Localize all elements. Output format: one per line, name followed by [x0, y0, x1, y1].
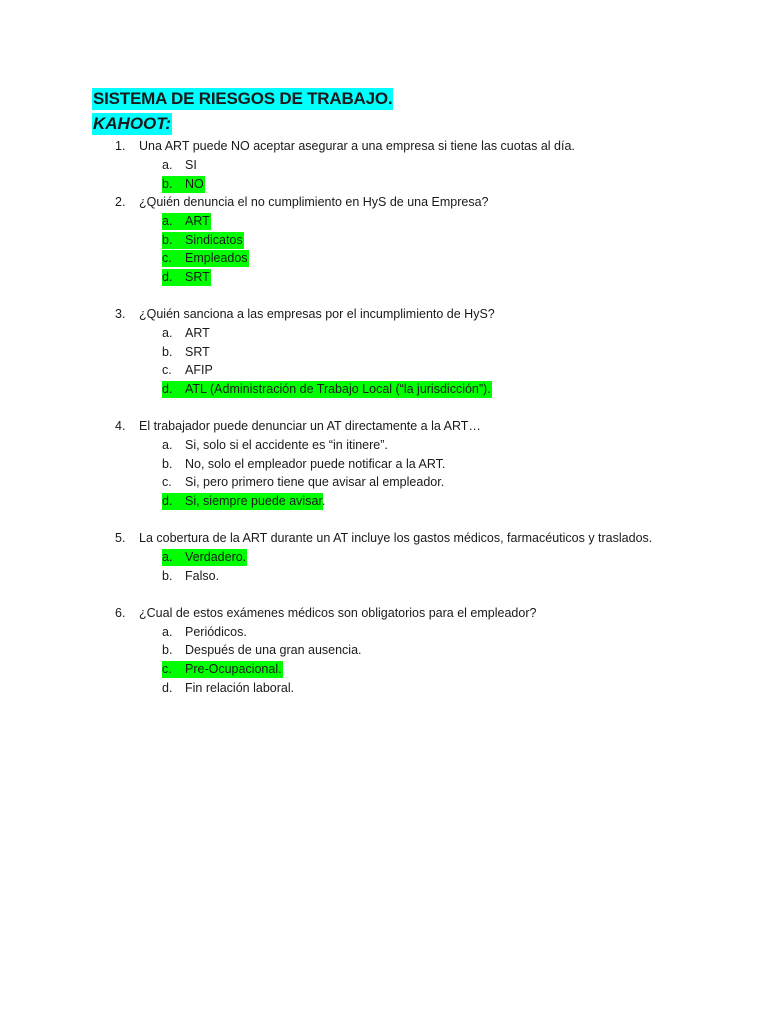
spacer [0, 399, 768, 418]
option-letter: d. [162, 381, 173, 396]
option-text-main: Fin relación laboral. [185, 680, 295, 695]
answer-option [0, 455, 768, 474]
question-number: 6. [115, 605, 126, 620]
option-text-main: SRT [185, 344, 210, 359]
answer-option [0, 567, 768, 586]
option-letter: d. [162, 493, 173, 508]
option-text [185, 623, 247, 642]
option-text [185, 567, 219, 586]
option-text-main: Después de una gran ausencia. [185, 643, 362, 658]
option-text-main: Empleados [185, 251, 248, 266]
option-text [185, 231, 243, 250]
option-text-main: Periódicos. [185, 624, 247, 639]
answer-option [0, 436, 768, 455]
question-line [0, 604, 768, 623]
option-text-main: Verdadero. [185, 550, 247, 565]
question-line [0, 137, 768, 156]
option-letter: d. [162, 680, 173, 695]
answer-option [0, 324, 768, 343]
option-letter: b. [162, 456, 173, 471]
question-text: ¿Cual de estos exámenes médicos son obligatorios para el empleador? [139, 605, 537, 620]
question-text: Una ART puede NO aceptar asegurar a una empresa si tiene las cuotas al día. [139, 139, 575, 153]
question-number: 5. [115, 531, 126, 546]
spacer [0, 511, 768, 530]
question-text: El trabajador puede denunciar un AT directamente a la ART… [139, 419, 481, 434]
question-line [0, 305, 768, 324]
question-text: ¿Quién denuncia el no cumplimiento en HyS de una Empresa? [139, 195, 489, 210]
answer-option [0, 175, 768, 194]
option-text-main: NO [185, 176, 204, 191]
answer-option [0, 212, 768, 231]
option-text [185, 175, 204, 194]
question-number: 3. [115, 307, 126, 322]
option-letter: a. [162, 550, 173, 565]
option-text-main: AFIP [185, 363, 213, 378]
option-text-main: ATL (Administración de Trabajo Local (“la jurisdicción”). [185, 381, 491, 396]
answer-option [0, 249, 768, 268]
option-text-main: Si, pero primero tiene que avisar al empleador. [185, 475, 445, 490]
option-text [185, 660, 282, 679]
question-line [0, 417, 768, 436]
option-text-main: Falso. [185, 568, 220, 583]
option-text [185, 473, 444, 492]
question-number: 1. [115, 139, 126, 153]
answer-option [0, 156, 768, 175]
answer-option [0, 679, 768, 698]
option-text [185, 436, 388, 455]
answer-option [0, 660, 768, 679]
answer-option [0, 473, 768, 492]
answer-option [0, 380, 768, 399]
question-number: 2. [115, 195, 126, 210]
option-text-main: Si, siempre puede avisar [185, 493, 322, 508]
option-text-main: Sindicatos [185, 232, 243, 247]
document-subtitle: KAHOOT: [93, 114, 172, 133]
option-letter: d. [162, 269, 173, 284]
option-letter: c. [162, 251, 172, 266]
answer-option [0, 231, 768, 250]
answer-option [0, 641, 768, 660]
option-letter: a. [162, 158, 173, 172]
option-text-suffix: . [321, 493, 326, 508]
option-letter: c. [162, 363, 172, 378]
option-text [185, 455, 445, 474]
option-text [185, 249, 248, 268]
option-text [185, 679, 294, 698]
question-item [0, 529, 768, 604]
option-text [185, 361, 213, 380]
option-text [185, 492, 325, 511]
option-letter: b. [162, 176, 173, 191]
option-text [185, 156, 197, 175]
question-line [0, 529, 768, 548]
question-text: La cobertura de la ART durante un AT incluye los gastos médicos, farmacéuticos y traslados. [139, 531, 653, 546]
option-letter: b. [162, 643, 173, 658]
question-item [0, 604, 768, 697]
answer-option [0, 268, 768, 287]
option-letter: a. [162, 326, 173, 341]
option-text [185, 324, 210, 343]
answer-option [0, 343, 768, 362]
option-letter: a. [162, 214, 173, 229]
question-text: ¿Quién sanciona a las empresas por el incumplimiento de HyS? [139, 307, 495, 322]
option-text-main: ART [185, 326, 210, 341]
spacer [0, 287, 768, 306]
option-text [185, 548, 246, 567]
answer-option [0, 492, 768, 511]
question-item [0, 417, 768, 529]
spacer [0, 585, 768, 604]
question-list [0, 137, 768, 697]
question-item [0, 305, 768, 417]
question-line [0, 193, 768, 212]
answer-option [0, 623, 768, 642]
document-title: SISTEMA DE RIESGOS DE TRABAJO. [93, 89, 393, 108]
answer-option [0, 548, 768, 567]
option-letter: a. [162, 438, 173, 453]
option-text-main: No, solo el empleador puede notificar a la ART. [185, 456, 446, 471]
answer-option [0, 361, 768, 380]
option-text-main: ART [185, 214, 210, 229]
option-text [185, 343, 210, 362]
option-letter: c. [162, 475, 172, 490]
option-letter: b. [162, 344, 173, 359]
question-item [0, 137, 768, 193]
option-letter: c. [162, 662, 172, 677]
option-letter: b. [162, 568, 173, 583]
option-text-main: Si, solo si el accidente es “in itinere”. [185, 438, 388, 453]
option-text-main: SRT [185, 269, 210, 284]
question-number: 4. [115, 419, 126, 434]
option-text [185, 212, 210, 231]
option-text [185, 641, 362, 660]
option-text [185, 268, 210, 287]
question-item [0, 193, 768, 305]
option-letter: a. [162, 624, 173, 639]
option-text [185, 380, 491, 399]
option-text-main: SI [185, 158, 197, 172]
option-letter: b. [162, 232, 173, 247]
option-text-main: Pre-Ocupacional. [185, 662, 282, 677]
